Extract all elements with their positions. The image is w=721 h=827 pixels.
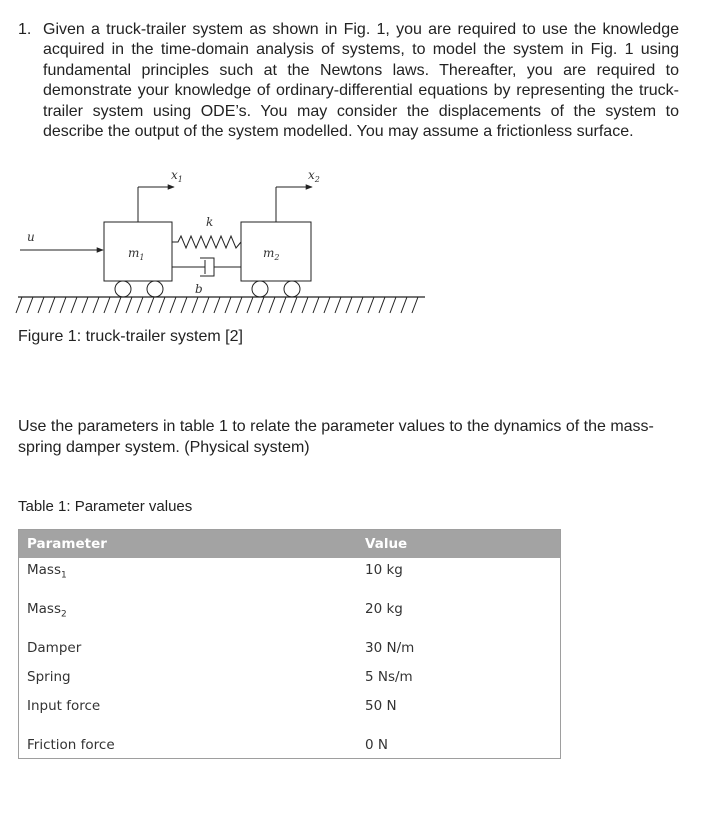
table-row [19, 558, 561, 597]
param-value: 30 N/m [365, 640, 415, 656]
param-value: 20 kg [365, 601, 403, 617]
label-m2: $m_2$ [263, 246, 280, 262]
param-value: 5 Ns/m [365, 669, 413, 685]
table-header-row [19, 530, 561, 559]
param-name: Friction force [27, 737, 115, 753]
question-number: 1. [18, 21, 32, 38]
mass-2-wheel-right [284, 281, 300, 297]
label-x1: $x_1$ [171, 168, 183, 184]
table-caption: Table 1: Parameter values [18, 498, 193, 515]
param-name: Mass$_2$ [27, 601, 67, 620]
table-row [19, 597, 561, 636]
table-row [19, 733, 561, 758]
ground-hatch [16, 297, 418, 313]
label-x2: $x_2$ [308, 168, 320, 184]
param-name: Input force [27, 698, 101, 714]
figure-caption: Figure 1: truck-trailer system [2] [18, 328, 243, 345]
header-parameter: Parameter [19, 530, 358, 559]
label-k: k [206, 215, 214, 229]
label-u: u [27, 230, 35, 244]
table-row [19, 665, 561, 694]
table-row [19, 694, 561, 733]
mass-1-wheel-left [115, 281, 131, 297]
param-value: 10 kg [365, 562, 403, 578]
param-name: Mass$_1$ [27, 562, 67, 581]
instruction-paragraph: Use the parameters in table 1 to relate the parameter values to the dynamics of the mass-spring damper system. (Physical system) [18, 418, 654, 456]
mass-1-wheel-right [147, 281, 163, 297]
spring [172, 236, 241, 248]
mass-2-wheel-left [252, 281, 268, 297]
damper [172, 258, 241, 276]
label-b: b [195, 282, 203, 296]
mass-2-block [241, 222, 311, 281]
truck-trailer-figure [0, 160, 440, 330]
param-value: 50 N [365, 698, 397, 714]
header-value: Value [357, 530, 561, 559]
question-text: Given a truck-trailer system as shown in Fig. 1, you are required to use the knowledge acquired in the time-domain analysis of systems, to model the system in Fig. 1 using fundamental principles such at the Newtons laws. Thereafter, you are required to demonstrate your knowledge of ordinary-differential equations by representing the truck-trailer system using ODE’s. You may consider the displacements of the system to describe the output of the system modelled. You may assume a frictionless surface. [43, 21, 679, 141]
param-value: 0 N [365, 737, 388, 753]
label-m1: $m_1$ [128, 246, 145, 262]
table-row [19, 636, 561, 665]
param-name: Spring [27, 669, 71, 685]
param-name: Damper [27, 640, 82, 656]
parameter-table [18, 529, 561, 759]
